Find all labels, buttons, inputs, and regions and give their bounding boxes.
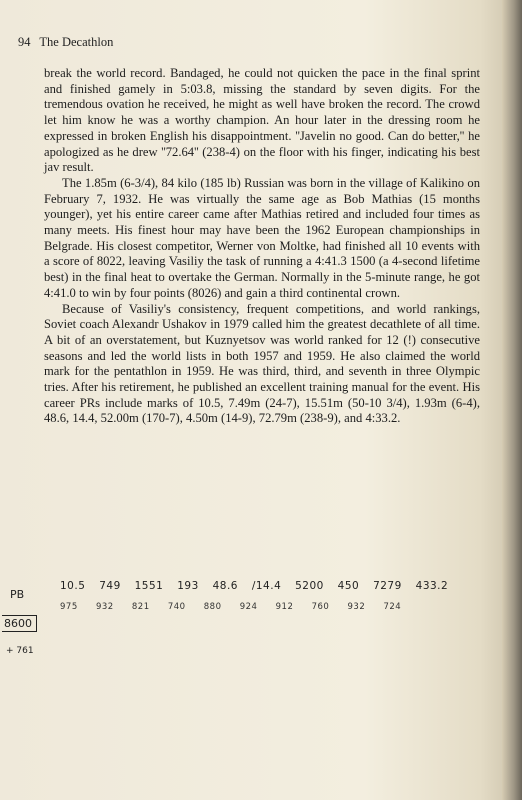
handwritten-mark: /14.4	[251, 580, 282, 592]
handwritten-points: 932	[95, 602, 114, 612]
paragraph: The 1.85m (6-3/4), 84 kilo (185 lb) Russian was born in the village of Kalikino on February 7, 1932. He was virtually the same age as Bob Mathias (15 months younger), yet his entire career came after Mathias retired and included four times as many meets. His finest hour may have been the 1962 European championships in Belgrade. His closest competitor, Werner von Moltke, had finished all 10 events with a score of 8022, leaving Vasiliy the task of running a 4:41.3 1500 (a 4-second lifetime best) in the final heat to overtake the German. Normally in the 5-minute range, he got 4:41.0 to win by four points (8026) and gain a third continental crown.	[44, 175, 480, 300]
page-number: 94	[18, 35, 31, 49]
handwritten-points: 760	[311, 602, 330, 612]
handwritten-mark: 433.2	[415, 580, 449, 592]
paragraph: Because of Vasiliy's consistency, frequent competitions, and world rankings, Soviet coach Alexandr Ushakov in 1979 called him the greatest decathlete of all time. A bit of an overstatement, but Kuznyetsov was world ranked for 12 (!) consecutive seasons and led the world lists in both 1957 and 1959. He also claimed the world mark for the pentathlon in 1959. He was third, third, and seventh in three Olympic tries. After his retirement, he published an excellent training manual for the event. His career PRs include marks of 10.5, 7.49m (24-7), 15.51m (50-10 3/4), 1.93m (6-4), 48.6, 14.4, 52.00m (170-7), 4.50m (14-9), 72.79m (238-9), and 4:33.2.	[44, 301, 480, 426]
handwritten-mark: 1551	[134, 580, 164, 592]
handwritten-difference: + 761	[6, 646, 34, 656]
handwritten-total: 8600	[2, 615, 37, 632]
handwritten-mark: 450	[337, 580, 360, 592]
chapter-title: The Decathlon	[39, 35, 114, 49]
handwritten-mark: 193	[177, 580, 199, 592]
handwritten-points: 912	[275, 602, 294, 612]
handwritten-mark: 5200	[295, 580, 324, 592]
body-text	[44, 66, 480, 427]
paragraph: break the world record. Bandaged, he could not quicken the pace in the final sprint and finished gamely in 5:03.8, missing the standard by seven digits. For the tremendous ovation he received, he might as well have broken the record. The crowd let him know he was a worthy champion. An hour later in the dressing room he expressed in broken English his disappointment. ''Javelin no good. Can do better,'' he apologized as he drew ''72.64'' (238-4) on the floor with his finger, indicating his best jav result.	[44, 66, 480, 175]
handwritten-points: 724	[383, 602, 402, 612]
handwritten-pb-label: PB	[10, 588, 25, 601]
handwritten-points: 932	[347, 602, 366, 612]
handwritten-points: 975	[60, 602, 78, 612]
handwritten-mark: 10.5	[60, 580, 86, 592]
handwritten-points: 821	[131, 602, 150, 612]
handwritten-marks-row	[60, 580, 458, 592]
handwritten-points: 924	[239, 602, 258, 612]
handwritten-points: 740	[167, 602, 186, 612]
handwritten-mark: 7279	[373, 580, 402, 592]
handwritten-points: 880	[203, 602, 222, 612]
handwritten-points-row	[60, 602, 416, 612]
running-header	[18, 35, 119, 50]
handwritten-mark: 749	[99, 580, 121, 592]
book-spine-shadow	[502, 0, 522, 800]
handwritten-mark: 48.6	[212, 580, 238, 592]
